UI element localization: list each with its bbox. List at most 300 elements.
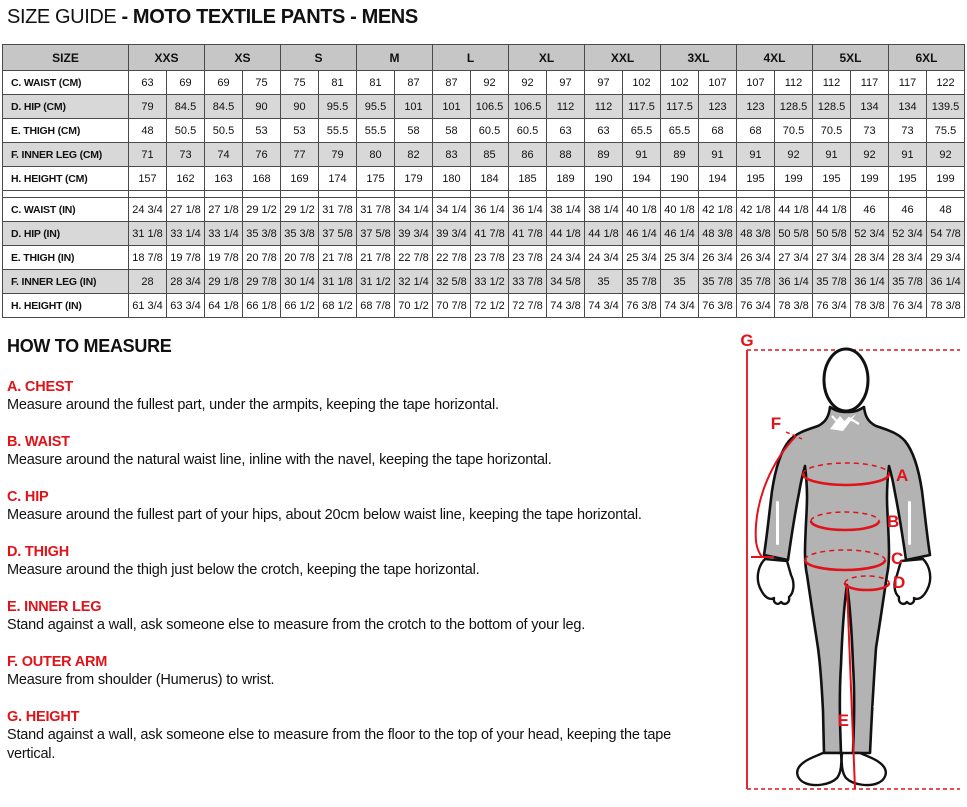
measure-section-hip [7, 489, 707, 525]
size-value-cell: 112 [547, 95, 585, 119]
size-value-cell: 84.5 [167, 95, 205, 119]
size-value-cell: 29 1/2 [281, 198, 319, 222]
separator-cell [775, 191, 813, 198]
size-value-cell: 134 [889, 95, 927, 119]
size-value-cell: 81 [319, 71, 357, 95]
size-value-cell: 26 3/4 [699, 246, 737, 270]
size-value-cell: 194 [699, 167, 737, 191]
measure-desc-inner-leg: Stand against a wall, ask someone else to measure from the crotch to the bottom of your leg. [7, 617, 586, 633]
measure-desc-waist: Measure around the natural waist line, inline with the navel, keeping the tape horizontal. [7, 452, 552, 468]
size-value-cell: 190 [661, 167, 699, 191]
size-value-cell: 78 3/8 [851, 294, 889, 318]
size-value-cell: 29 1/8 [205, 270, 243, 294]
measure-title-hip: C. HIP [7, 489, 49, 505]
figure-head [824, 349, 868, 411]
size-value-cell: 75.5 [927, 119, 965, 143]
how-to-measure-heading: HOW TO MEASURE [7, 336, 172, 356]
size-value-cell: 92 [471, 71, 509, 95]
separator-cell [281, 191, 319, 198]
size-value-cell: 40 1/8 [661, 198, 699, 222]
label-A: A [896, 466, 909, 485]
how-to-measure-section [7, 336, 707, 764]
size-value-cell: 85 [471, 143, 509, 167]
size-value-cell: 90 [243, 95, 281, 119]
size-value-cell: 117.5 [623, 95, 661, 119]
size-value-cell: 55.5 [319, 119, 357, 143]
size-value-cell: 28 3/4 [851, 246, 889, 270]
size-value-cell: 25 3/4 [661, 246, 699, 270]
size-value-cell: 123 [737, 95, 775, 119]
size-value-cell: 40 1/8 [623, 198, 661, 222]
size-value-cell: 195 [813, 167, 851, 191]
size-value-cell: 117 [851, 71, 889, 95]
separator-cell [471, 191, 509, 198]
size-value-cell: 92 [927, 143, 965, 167]
size-value-cell: 52 3/4 [889, 222, 927, 246]
size-value-cell: 199 [927, 167, 965, 191]
size-value-cell: 28 [129, 270, 167, 294]
size-value-cell: 199 [851, 167, 889, 191]
size-value-cell: 112 [775, 71, 813, 95]
size-value-cell: 162 [167, 167, 205, 191]
size-value-cell: 72 1/2 [471, 294, 509, 318]
size-value-cell: 46 [851, 198, 889, 222]
size-value-cell: 64 1/8 [205, 294, 243, 318]
separator-cell [319, 191, 357, 198]
size-value-cell: 117.5 [661, 95, 699, 119]
size-value-cell: 36 1/4 [471, 198, 509, 222]
size-value-cell: 117 [889, 71, 927, 95]
size-value-cell: 55.5 [357, 119, 395, 143]
size-value-cell: 53 [243, 119, 281, 143]
size-value-cell: 91 [699, 143, 737, 167]
size-value-cell: 97 [547, 71, 585, 95]
size-header-s: S [281, 45, 357, 71]
unit-separator-row [3, 191, 965, 198]
size-value-cell: 77 [281, 143, 319, 167]
size-value-cell: 95.5 [357, 95, 395, 119]
size-value-cell: 20 7/8 [243, 246, 281, 270]
separator-cell [509, 191, 547, 198]
size-value-cell: 29 7/8 [243, 270, 281, 294]
size-value-cell: 39 3/4 [433, 222, 471, 246]
separator-cell [243, 191, 281, 198]
size-value-cell: 31 7/8 [357, 198, 395, 222]
size-value-cell: 33 1/2 [471, 270, 509, 294]
row-label: E. THIGH (CM) [3, 119, 129, 143]
size-value-cell: 38 1/4 [585, 198, 623, 222]
size-value-cell: 70 7/8 [433, 294, 471, 318]
size-value-cell: 87 [433, 71, 471, 95]
page-title [7, 6, 418, 29]
measure-title-chest: A. CHEST [7, 379, 74, 395]
size-value-cell: 42 1/8 [737, 198, 775, 222]
size-value-cell: 44 1/8 [585, 222, 623, 246]
size-value-cell: 34 5/8 [547, 270, 585, 294]
size-table [2, 44, 965, 318]
size-value-cell: 29 3/4 [927, 246, 965, 270]
size-header-xl: XL [509, 45, 585, 71]
size-value-cell: 22 7/8 [433, 246, 471, 270]
size-value-cell: 63 [129, 71, 167, 95]
size-value-cell: 76 3/8 [699, 294, 737, 318]
size-value-cell: 78 3/8 [775, 294, 813, 318]
row-label: D. HIP (CM) [3, 95, 129, 119]
size-value-cell: 86 [509, 143, 547, 167]
separator-cell [813, 191, 851, 198]
size-value-cell: 134 [851, 95, 889, 119]
size-value-cell: 37 5/8 [319, 222, 357, 246]
size-value-cell: 44 1/8 [813, 198, 851, 222]
separator-cell [661, 191, 699, 198]
size-value-cell: 37 5/8 [357, 222, 395, 246]
size-value-cell: 35 3/8 [281, 222, 319, 246]
size-value-cell: 139.5 [927, 95, 965, 119]
size-value-cell: 41 7/8 [471, 222, 509, 246]
size-value-cell: 48 3/8 [699, 222, 737, 246]
size-value-cell: 61 3/4 [129, 294, 167, 318]
row-label: H. HEIGHT (CM) [3, 167, 129, 191]
label-D: D [893, 573, 906, 592]
size-value-cell: 174 [319, 167, 357, 191]
separator-cell [129, 191, 167, 198]
size-value-cell: 89 [661, 143, 699, 167]
size-value-cell: 44 1/8 [547, 222, 585, 246]
size-value-cell: 106.5 [471, 95, 509, 119]
row-label: E. THIGH (IN) [3, 246, 129, 270]
size-value-cell: 73 [167, 143, 205, 167]
size-value-cell: 66 1/8 [243, 294, 281, 318]
size-value-cell: 92 [775, 143, 813, 167]
size-value-cell: 87 [395, 71, 433, 95]
size-value-cell: 81 [357, 71, 395, 95]
measure-desc-chest: Measure around the fullest part, under the armpits, keeping the tape horizontal. [7, 397, 499, 413]
size-value-cell: 73 [889, 119, 927, 143]
size-value-cell: 107 [699, 71, 737, 95]
separator-cell [433, 191, 471, 198]
size-value-cell: 33 1/4 [167, 222, 205, 246]
row-label: C. WAIST (CM) [3, 71, 129, 95]
size-value-cell: 31 1/2 [357, 270, 395, 294]
body-figure-svg [710, 333, 965, 805]
size-value-cell: 48 3/8 [737, 222, 775, 246]
separator-cell [737, 191, 775, 198]
size-value-cell: 28 3/4 [167, 270, 205, 294]
size-value-cell: 21 7/8 [319, 246, 357, 270]
size-column-header: SIZE [3, 45, 129, 71]
size-value-cell: 63 [547, 119, 585, 143]
size-value-cell: 29 1/2 [243, 198, 281, 222]
size-value-cell: 91 [813, 143, 851, 167]
size-value-cell: 101 [395, 95, 433, 119]
size-header-6xl: 6XL [889, 45, 965, 71]
page-title-bold: - MOTO TEXTILE PANTS - MENS [121, 6, 418, 28]
separator-cell [851, 191, 889, 198]
size-table-row [3, 167, 965, 191]
size-value-cell: 50.5 [205, 119, 243, 143]
measure-title-thigh: D. THIGH [7, 544, 70, 560]
size-value-cell: 19 7/8 [167, 246, 205, 270]
size-header-5xl: 5XL [813, 45, 889, 71]
row-label: F. INNER LEG (CM) [3, 143, 129, 167]
size-value-cell: 128.5 [775, 95, 813, 119]
size-value-cell: 91 [623, 143, 661, 167]
size-value-cell: 74 3/4 [585, 294, 623, 318]
size-table-row [3, 71, 965, 95]
size-value-cell: 58 [433, 119, 471, 143]
size-value-cell: 46 1/4 [623, 222, 661, 246]
size-header-m: M [357, 45, 433, 71]
size-header-xxl: XXL [585, 45, 661, 71]
row-label: C. WAIST (IN) [3, 198, 129, 222]
size-value-cell: 163 [205, 167, 243, 191]
size-value-cell: 68 7/8 [357, 294, 395, 318]
size-value-cell: 195 [737, 167, 775, 191]
separator-cell [547, 191, 585, 198]
size-value-cell: 112 [585, 95, 623, 119]
separator-cell [395, 191, 433, 198]
size-value-cell: 34 1/4 [395, 198, 433, 222]
size-value-cell: 35 [661, 270, 699, 294]
size-value-cell: 32 5/8 [433, 270, 471, 294]
size-value-cell: 90 [281, 95, 319, 119]
size-value-cell: 79 [319, 143, 357, 167]
size-value-cell: 122 [927, 71, 965, 95]
size-value-cell: 32 1/4 [395, 270, 433, 294]
size-value-cell: 102 [661, 71, 699, 95]
size-value-cell: 184 [471, 167, 509, 191]
label-C: C [891, 549, 904, 568]
size-value-cell: 48 [129, 119, 167, 143]
size-value-cell: 22 7/8 [395, 246, 433, 270]
size-value-cell: 95.5 [319, 95, 357, 119]
size-value-cell: 91 [889, 143, 927, 167]
size-value-cell: 68 1/2 [319, 294, 357, 318]
size-table-row [3, 95, 965, 119]
separator-cell [623, 191, 661, 198]
size-value-cell: 168 [243, 167, 281, 191]
size-value-cell: 27 3/4 [813, 246, 851, 270]
label-E: E [837, 711, 849, 730]
size-value-cell: 35 7/8 [889, 270, 927, 294]
size-value-cell: 33 1/4 [205, 222, 243, 246]
size-value-cell: 194 [623, 167, 661, 191]
size-value-cell: 80 [357, 143, 395, 167]
size-value-cell: 26 3/4 [737, 246, 775, 270]
size-value-cell: 25 3/4 [623, 246, 661, 270]
size-value-cell: 50 5/8 [775, 222, 813, 246]
size-value-cell: 36 1/4 [927, 270, 965, 294]
size-value-cell: 35 7/8 [623, 270, 661, 294]
row-label: D. HIP (IN) [3, 222, 129, 246]
size-value-cell: 42 1/8 [699, 198, 737, 222]
measurement-diagram [710, 333, 965, 805]
size-value-cell: 69 [167, 71, 205, 95]
size-value-cell: 23 7/8 [471, 246, 509, 270]
size-value-cell: 74 3/4 [661, 294, 699, 318]
size-table-header-row [3, 45, 965, 71]
size-value-cell: 68 [737, 119, 775, 143]
measure-section-thigh [7, 544, 707, 580]
size-value-cell: 52 3/4 [851, 222, 889, 246]
size-value-cell: 66 1/2 [281, 294, 319, 318]
size-value-cell: 18 7/8 [129, 246, 167, 270]
separator-cell [699, 191, 737, 198]
size-value-cell: 36 1/4 [851, 270, 889, 294]
measure-desc-outer-arm: Measure from shoulder (Humerus) to wrist. [7, 672, 275, 688]
size-value-cell: 91 [737, 143, 775, 167]
size-value-cell: 35 7/8 [699, 270, 737, 294]
size-value-cell: 180 [433, 167, 471, 191]
size-value-cell: 106.5 [509, 95, 547, 119]
size-value-cell: 89 [585, 143, 623, 167]
size-value-cell: 82 [395, 143, 433, 167]
size-value-cell: 70 1/2 [395, 294, 433, 318]
size-value-cell: 195 [889, 167, 927, 191]
size-value-cell: 71 [129, 143, 167, 167]
right-foot [842, 753, 886, 785]
size-value-cell: 50 5/8 [813, 222, 851, 246]
size-value-cell: 46 1/4 [661, 222, 699, 246]
size-value-cell: 38 1/4 [547, 198, 585, 222]
size-value-cell: 58 [395, 119, 433, 143]
size-header-4xl: 4XL [737, 45, 813, 71]
separator-cell [357, 191, 395, 198]
size-value-cell: 179 [395, 167, 433, 191]
size-value-cell: 75 [281, 71, 319, 95]
size-value-cell: 50.5 [167, 119, 205, 143]
size-value-cell: 88 [547, 143, 585, 167]
size-value-cell: 60.5 [471, 119, 509, 143]
size-value-cell: 35 3/8 [243, 222, 281, 246]
size-value-cell: 44 1/8 [775, 198, 813, 222]
size-value-cell: 76 3/4 [889, 294, 927, 318]
measure-title-inner-leg: E. INNER LEG [7, 599, 102, 615]
size-value-cell: 35 [585, 270, 623, 294]
size-header-xs: XS [205, 45, 281, 71]
size-value-cell: 70.5 [775, 119, 813, 143]
alpinestars-calf-logo [873, 690, 895, 709]
size-value-cell: 76 3/4 [737, 294, 775, 318]
size-value-cell: 28 3/4 [889, 246, 927, 270]
size-value-cell: 30 1/4 [281, 270, 319, 294]
size-value-cell: 73 [851, 119, 889, 143]
size-value-cell: 33 7/8 [509, 270, 547, 294]
measure-section-outer-arm [7, 654, 707, 690]
size-value-cell: 102 [623, 71, 661, 95]
size-table-row [3, 143, 965, 167]
row-label: H. HEIGHT (IN) [3, 294, 129, 318]
left-glove [758, 559, 794, 604]
size-value-cell: 78 3/8 [927, 294, 965, 318]
measure-title-height: G. HEIGHT [7, 709, 80, 725]
size-value-cell: 34 1/4 [433, 198, 471, 222]
size-value-cell: 70.5 [813, 119, 851, 143]
size-value-cell: 39 3/4 [395, 222, 433, 246]
label-F: F [770, 414, 782, 433]
measure-section-height [7, 709, 707, 764]
separator-cell [205, 191, 243, 198]
size-value-cell: 24 3/4 [585, 246, 623, 270]
size-value-cell: 31 7/8 [319, 198, 357, 222]
label-G: G [740, 333, 754, 350]
size-value-cell: 35 7/8 [737, 270, 775, 294]
size-value-cell: 74 [205, 143, 243, 167]
size-value-cell: 76 [243, 143, 281, 167]
size-value-cell: 63 [585, 119, 623, 143]
size-header-l: L [433, 45, 509, 71]
size-value-cell: 72 7/8 [509, 294, 547, 318]
size-value-cell: 65.5 [623, 119, 661, 143]
separator-cell [167, 191, 205, 198]
size-value-cell: 20 7/8 [281, 246, 319, 270]
size-value-cell: 112 [813, 71, 851, 95]
left-foot [797, 753, 841, 785]
size-value-cell: 175 [357, 167, 395, 191]
size-value-cell: 24 3/4 [129, 198, 167, 222]
measure-desc-hip: Measure around the fullest part of your hips, about 20cm below waist line, keeping the tape horizontal. [7, 507, 642, 523]
size-value-cell: 83 [433, 143, 471, 167]
size-value-cell: 74 3/8 [547, 294, 585, 318]
size-header-3xl: 3XL [661, 45, 737, 71]
size-value-cell: 31 1/8 [319, 270, 357, 294]
size-value-cell: 92 [509, 71, 547, 95]
size-value-cell: 107 [737, 71, 775, 95]
size-value-cell: 27 1/8 [205, 198, 243, 222]
size-value-cell: 75 [243, 71, 281, 95]
size-value-cell: 35 7/8 [813, 270, 851, 294]
size-value-cell: 21 7/8 [357, 246, 395, 270]
size-value-cell: 65.5 [661, 119, 699, 143]
size-value-cell: 46 [889, 198, 927, 222]
size-value-cell: 23 7/8 [509, 246, 547, 270]
size-value-cell: 101 [433, 95, 471, 119]
size-value-cell: 76 3/4 [813, 294, 851, 318]
measure-section-waist [7, 434, 707, 470]
size-value-cell: 169 [281, 167, 319, 191]
alpinestars-left-forearm-logo [776, 501, 779, 545]
size-value-cell: 76 3/8 [623, 294, 661, 318]
size-value-cell: 79 [129, 95, 167, 119]
separator-cell [3, 191, 129, 198]
row-label: F. INNER LEG (IN) [3, 270, 129, 294]
measure-title-waist: B. WAIST [7, 434, 70, 450]
size-value-cell: 60.5 [509, 119, 547, 143]
size-value-cell: 123 [699, 95, 737, 119]
size-value-cell: 189 [547, 167, 585, 191]
size-table-row [3, 198, 965, 222]
measure-desc-height: Stand against a wall, ask someone else to measure from the floor to the top of your head, keeping the tape vertical. [7, 727, 671, 762]
size-value-cell: 53 [281, 119, 319, 143]
page-title-regular: SIZE GUIDE [7, 6, 122, 28]
size-value-cell: 128.5 [813, 95, 851, 119]
measure-title-outer-arm: F. OUTER ARM [7, 654, 108, 670]
size-value-cell: 24 3/4 [547, 246, 585, 270]
size-table-row [3, 222, 965, 246]
size-table-row [3, 246, 965, 270]
size-value-cell: 190 [585, 167, 623, 191]
size-table-row [3, 270, 965, 294]
measure-section-inner-leg [7, 599, 707, 635]
size-value-cell: 48 [927, 198, 965, 222]
alpinestars-right-forearm-logo [908, 501, 911, 545]
size-value-cell: 199 [775, 167, 813, 191]
size-value-cell: 92 [851, 143, 889, 167]
size-value-cell: 19 7/8 [205, 246, 243, 270]
measure-section-chest [7, 379, 707, 415]
label-B: B [887, 512, 900, 531]
size-value-cell: 31 1/8 [129, 222, 167, 246]
